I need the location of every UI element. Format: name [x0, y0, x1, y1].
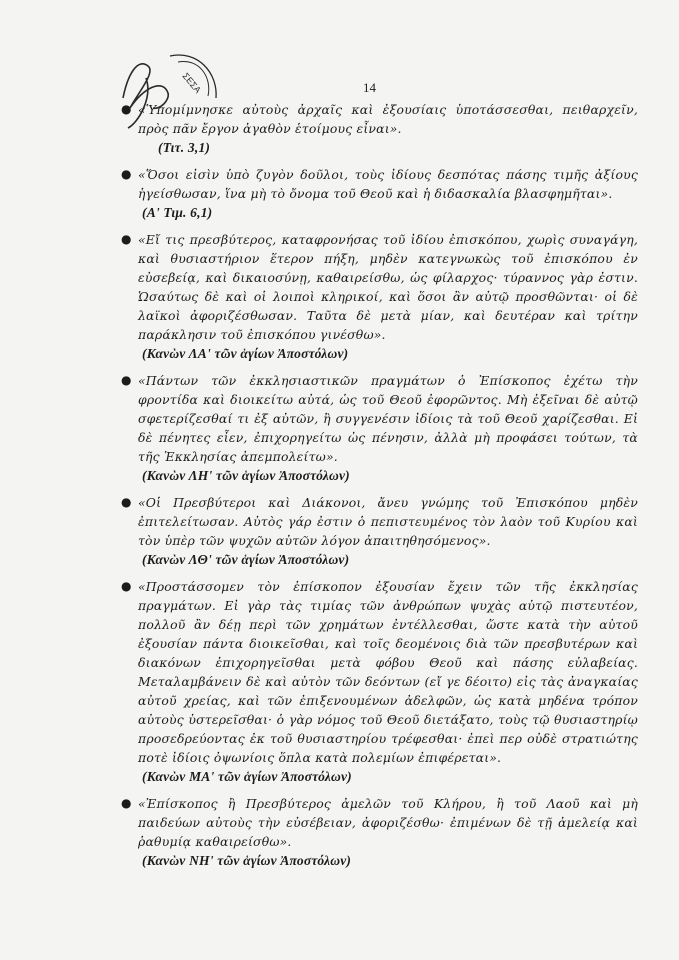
bullet-icon: ● — [121, 102, 132, 116]
entry-4 — [121, 371, 638, 485]
quote-text: «Οἱ Πρεσβύτεροι καὶ Διάκονοι, ἄνευ γνώμης τοῦ Ἐπισκόπου μηδὲν ἐπιτελείτωσαν. Αὐτὸς γάρ ἐστιν ὁ πεπιστευμένος τὸν λαὸν τοῦ Κυρίου καὶ τὸν ὑπὲρ τῶν ψυχῶν αὐτῶν λόγον ἀπαιτηθησόμενος». — [138, 495, 638, 548]
entry-1 — [121, 100, 638, 157]
source-citation: (Τιτ. 3,1) — [158, 140, 211, 155]
bullet-icon: ● — [121, 373, 132, 387]
source-citation: (Κανὼν ΛΑ' τῶν ἁγίων Ἀποστόλων) — [142, 346, 349, 361]
source-citation: (Κανὼν ΝΗ' τῶν ἁγίων Ἀποστόλων) — [142, 853, 352, 868]
quote-text: «Ἐπίσκοπος ἢ Πρεσβύτερος ἀμελῶν τοῦ Κλήρου, ἢ τοῦ Λαοῦ καὶ μὴ παιδεύων αὐτοὺς τὴν εὐσέβειαν, ἀφοριζέσθω· ἐπιμένων δὲ τῇ ἀμελείᾳ καὶ ῥαθυμίᾳ καθαιρείσθω». — [138, 796, 638, 849]
bullet-icon: ● — [121, 579, 132, 593]
quote-text: «Προστάσσομεν τὸν ἐπίσκοπον ἐξουσίαν ἔχειν τῶν τῆς ἐκκλησίας πραγμάτων. Εἰ γὰρ τὰς τιμίας τῶν ἀνθρώπων ψυχὰς αὐτῷ πιστευτέον, πολλοῦ ἂν δέῃ περὶ τῶν χρημάτων ἐντέλλεσθαι, ὥστε κατὰ τὴν αὐτοῦ ἐξουσίαν πάντα διοικεῖσθαι, καὶ τοῖς δεομένοις διὰ τῶν πρεσβυτέρων καὶ διακόνων ἐπιχορηγεῖσθαι μετὰ φόβου Θεοῦ καὶ πάσης εὐλαβείας. Μεταλαμβάνειν δὲ καὶ αὐτὸν τῶν δεόντων (εἴ γε δέοιτο) εἰς τὰς ἀναγκαίας αὐτοῦ χρείας, καὶ τῶν ἐπιξενουμένων ἀδελφῶν, ὡς κατὰ μηδένα τρόπον αὐτοὺς ὑστερεῖσθαι· ὁ γὰρ νόμος τοῦ Θεοῦ διετάξατο, τοὺς τῷ θυσιαστηρίῳ προσεδρεύοντας ἐκ τοῦ θυσιαστηρίου τρέφεσθαι· ἐπεὶ περ οὐδὲ στρατιώτης ποτὲ ἰδίοις ὀψωνίοις ὅπλα κατὰ πολεμίων ἐπιφέρεται». — [138, 579, 638, 765]
source-citation: (Α' Τιμ. 6,1) — [142, 205, 213, 220]
source-citation: (Κανὼν ΛΘ' τῶν ἁγίων Ἀποστόλων) — [142, 552, 350, 567]
source-citation: (Κανὼν ΛΗ' τῶν ἁγίων Ἀποστόλων) — [142, 468, 350, 483]
bullet-icon: ● — [121, 167, 132, 181]
quote-text: «Ὑπομίμνησκε αὐτοὺς ἀρχαῖς καὶ ἐξουσίαις ὑποτάσσεσθαι, πειθαρχεῖν, πρὸς πᾶν ἔργον ἀγαθὸν ἑτοίμους εἶναι». — [138, 102, 638, 136]
bullet-icon: ● — [121, 495, 132, 509]
svg-text:ΣΕΣΑ: ΣΕΣΑ — [180, 70, 204, 96]
entry-5 — [121, 493, 638, 569]
document-body — [121, 100, 638, 878]
quote-text: «Πάντων τῶν ἐκκλησιαστικῶν πραγμάτων ὁ Ἐπίσκοπος ἐχέτω τὴν φροντίδα καὶ διοικείτω αὐτά, ὡς τοῦ Θεοῦ ἐφορῶντος. Μὴ ἐξεῖναι δὲ αὐτῷ σφετερίζεσθαί τι ἐξ αὐτῶν, ἢ συγγενέσιν ἰδίοις τὰ τοῦ Θεοῦ χαρίζεσθαι. Εἰ δὲ πένητες εἶεν, ἐπιχορηγείτω ὡς πένησιν, ἀλλὰ μὴ προφάσει τούτων, τὰ τῆς Ἐκκλησίας ἀπεμπολείτω». — [138, 373, 638, 464]
entry-7 — [121, 794, 638, 870]
entry-6 — [121, 577, 638, 786]
bullet-icon: ● — [121, 796, 132, 810]
quote-text: «Εἴ τις πρεσβύτερος, καταφρονήσας τοῦ ἰδίου ἐπισκόπου, χωρὶς συναγάγη, καὶ θυσιαστήριον ἕτερον πήξη, μηδὲν κατεγνωκὼς τοῦ ἐπισκόπου ἐν εὐσεβείᾳ, καὶ δικαιοσύνῃ, καθαιρείσθω, ὡς φίλαρχος· τύραννος γὰρ ἐστιν. Ὡσαύτως δὲ καὶ οἱ λοιποὶ κληρικοί, καὶ ὅσοι ἂν αὐτῷ προσθῶνται· οἱ δὲ λαϊκοὶ ἀφοριζέσθωσαν. Ταῦτα δὲ μετὰ μίαν, καὶ δευτέραν καὶ τρίτην παράκλησιν τοῦ ἐπισκόπου γινέσθω». — [138, 232, 638, 342]
entry-2 — [121, 165, 638, 222]
page-number: 14 — [363, 80, 376, 95]
bullet-icon: ● — [121, 232, 132, 246]
quote-text: «Ὅσοι εἰσὶν ὑπὸ ζυγὸν δοῦλοι, τοὺς ἰδίους δεσπότας πάσης τιμῆς ἀξίους ἡγείσθωσαν, ἵνα μὴ τὸ ὄνομα τοῦ Θεοῦ καὶ ἡ διδασκαλία βλασφημῆται». — [138, 167, 638, 201]
entry-3 — [121, 230, 638, 363]
source-citation: (Κανὼν ΜΑ' τῶν ἁγίων Ἀποστόλων) — [142, 769, 352, 784]
